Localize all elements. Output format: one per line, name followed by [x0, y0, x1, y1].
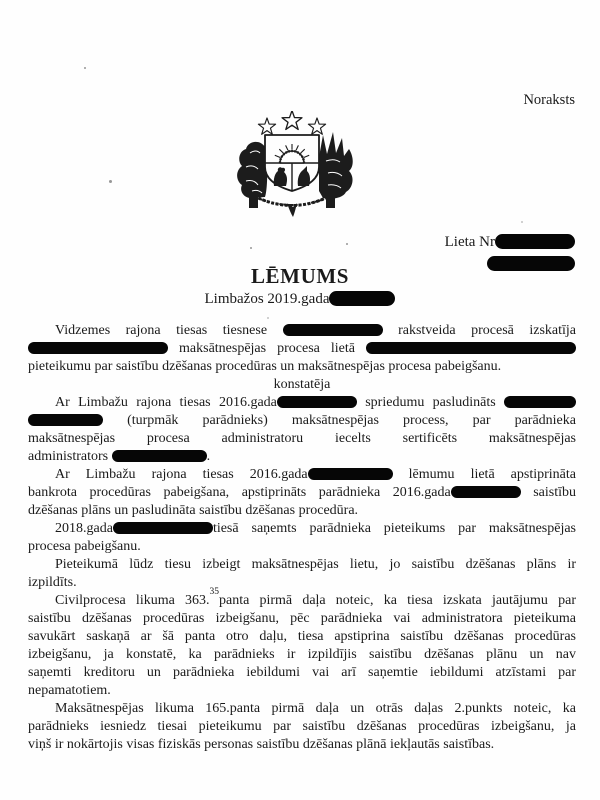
scan-speck	[250, 247, 252, 249]
text-line	[28, 340, 576, 358]
superscript: 35	[209, 587, 219, 598]
text-line	[28, 538, 576, 556]
text-run: viņš ir nokārtojis visas fiziskās personas saistību dzēšanas plānā iekļautās saistības.	[28, 737, 495, 752]
text-run: parādnieks iesniedz tiesai pieteikumu par saistību dzēšanas procedūras izbeigšanu, ja	[28, 719, 576, 734]
text-line	[28, 587, 576, 610]
text-run: rakstveida procesā izskatīja	[382, 323, 577, 338]
title-block	[0, 264, 600, 309]
text-run: nepamatotiem.	[28, 683, 111, 698]
text-run: saistību dzēšanas procedūras izbeigšanu, pēc parādnieka vai administratora pieteikuma	[28, 611, 576, 626]
redaction-bar	[308, 468, 393, 480]
text-line	[28, 610, 576, 628]
text-run: Maksātnespējas likuma 165.panta pirmā daļa un otrās daļas 2.punkts noteic, ka	[55, 701, 576, 716]
place-date-line	[0, 289, 600, 309]
document-body	[28, 322, 576, 754]
text-line	[28, 448, 576, 466]
paragraph	[28, 376, 576, 394]
text-run: procesa pabeigšanu.	[28, 539, 141, 554]
paragraph	[28, 520, 576, 556]
case-number-row	[445, 233, 575, 251]
text-run: Civilprocesa likuma 363.	[55, 593, 210, 608]
scan-speck	[84, 67, 86, 69]
paragraph	[28, 587, 576, 700]
paragraph	[28, 322, 576, 376]
text-line	[28, 502, 576, 520]
text-line	[28, 358, 576, 376]
text-line	[28, 376, 576, 394]
text-line	[28, 574, 576, 592]
text-run: 2018.gada	[55, 521, 113, 536]
text-run: izpildīts.	[28, 575, 77, 590]
text-line	[28, 628, 576, 646]
document-title: LĒMUMS	[250, 264, 350, 288]
scan-speck	[521, 221, 523, 223]
text-run: Ar Limbažu rajona tiesas 2016.gada	[55, 467, 308, 482]
text-line	[28, 322, 576, 340]
redaction-bar	[113, 522, 213, 534]
text-run: konstatēja	[273, 377, 331, 392]
paragraph	[28, 700, 576, 754]
redaction-bar	[504, 396, 576, 408]
text-line	[28, 736, 576, 754]
redaction-bar	[366, 342, 576, 354]
text-line	[28, 430, 576, 448]
scan-speck	[109, 180, 112, 183]
paragraph	[28, 394, 576, 466]
text-run: izbeigšanu, ja konstatē, ka parādnieks ir izpildījis saistību dzēšanas plānu un nav	[28, 647, 576, 662]
text-line	[28, 466, 576, 484]
paragraph	[28, 466, 576, 520]
text-run: saistību	[520, 485, 577, 500]
text-run: tiesā saņemts parādnieka pieteikums par maksātnespējas	[212, 521, 576, 536]
redaction-bar	[283, 324, 383, 336]
text-run: pieteikumu par saistību dzēšanas procedūras un maksātnespējas procesa pabeigšanu.	[28, 359, 502, 374]
text-run: panta pirmā daļa noteic, ka tiesa izskata jautājumu par	[219, 593, 576, 608]
text-run: administrators	[28, 449, 112, 464]
text-run: savukārt saskaņā ar šā panta otro daļu, tiesa apstiprina saistību dzēšanas procedūras	[28, 629, 576, 644]
text-run: .	[206, 449, 211, 464]
case-number-label: Lieta Nr	[444, 234, 495, 250]
latvia-coat-of-arms-icon	[210, 111, 374, 219]
text-run: dzēšanas plāns un pasludināta saistību dzēšanas procedūra.	[28, 503, 359, 518]
text-line	[28, 412, 576, 430]
scan-speck	[267, 317, 269, 319]
text-line	[28, 664, 576, 682]
redaction-bar	[112, 450, 207, 462]
text-run: Ar Limbažu rajona tiesas 2016.gada	[55, 395, 277, 410]
text-line	[28, 556, 576, 574]
text-run: Pieteikumā lūdz tiesu izbeigt maksātnespējas lietu, jo saistību dzēšanas plāns ir	[55, 557, 576, 572]
text-run: maksātnespējas procesa lietā	[168, 341, 366, 356]
copy-label: Noraksts	[523, 92, 575, 108]
text-line	[28, 682, 576, 700]
text-run: spriedumu pasludināts	[356, 395, 504, 410]
text-line	[28, 520, 576, 538]
scan-speck	[346, 243, 348, 245]
text-line	[28, 646, 576, 664]
redaction-bar	[451, 486, 521, 498]
paragraph	[28, 556, 576, 592]
redaction-bar	[28, 414, 103, 426]
redaction-bar	[329, 291, 395, 306]
text-line	[28, 700, 576, 718]
text-run: (turpmāk parādnieks) maksātnespējas process, par parādnieka	[103, 413, 576, 428]
redaction-bar	[495, 234, 575, 249]
text-run: Vidzemes rajona tiesas tiesnese	[55, 323, 283, 338]
place-date-text: Limbažos 2019.gada	[204, 291, 330, 307]
text-run: saņemti kreditoru un parādnieka iebildumi vai arī saņemtie iebildumi atzīstami par	[28, 665, 576, 680]
text-line	[28, 394, 576, 412]
text-run: maksātnespējas procesa administratoru iecelts sertificēts maksātnespējas	[28, 431, 576, 446]
text-run: bankrota procedūras pabeigšana, apstiprināts parādnieka 2016.gada	[28, 485, 451, 500]
text-line	[28, 484, 576, 502]
text-run: lēmumu lietā apstiprināta	[392, 467, 576, 482]
text-line	[28, 718, 576, 736]
redaction-bar	[277, 396, 357, 408]
redaction-bar	[28, 342, 168, 354]
